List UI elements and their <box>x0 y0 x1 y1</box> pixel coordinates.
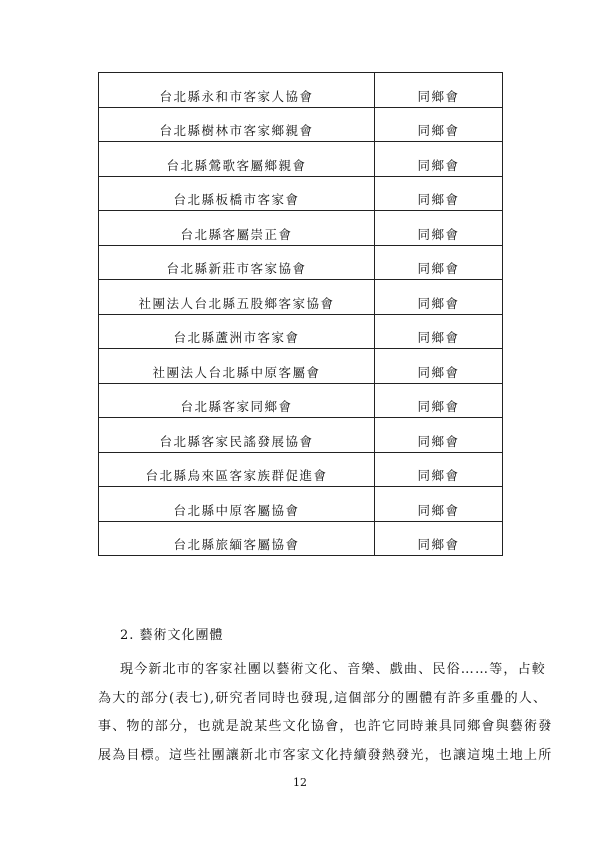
section-heading: 2. 藝術文化團體 <box>120 628 224 643</box>
table-row <box>99 142 503 177</box>
organization-type-cell: 同鄉會 <box>375 452 503 487</box>
organization-name-cell: 台北縣樹林市客家鄉親會 <box>99 107 375 142</box>
table-row <box>99 487 503 522</box>
organization-name-cell: 台北縣永和市客家人協會 <box>99 73 375 108</box>
table-row <box>99 349 503 384</box>
organization-type-cell: 同鄉會 <box>375 211 503 246</box>
organization-name-cell: 社團法人台北縣五股鄉客家協會 <box>99 280 375 315</box>
organization-name-cell: 台北縣鶯歌客屬鄉親會 <box>99 142 375 177</box>
organization-type-cell: 同鄉會 <box>375 383 503 418</box>
table-row <box>99 280 503 315</box>
organization-table <box>98 72 503 556</box>
organization-type-cell: 同鄉會 <box>375 176 503 211</box>
organization-name-cell: 台北縣旅緬客屬協會 <box>99 521 375 556</box>
table-row <box>99 73 503 108</box>
paragraph-line: 現今新北市的客家社團以藝術文化、音樂、戲曲、民俗……等，占較 <box>120 662 547 677</box>
table-row <box>99 418 503 453</box>
organization-type-cell: 同鄉會 <box>375 280 503 315</box>
table-row <box>99 452 503 487</box>
organization-name-cell: 台北縣客屬崇正會 <box>99 211 375 246</box>
organization-type-cell: 同鄉會 <box>375 521 503 556</box>
organization-name-cell: 台北縣新莊市客家協會 <box>99 245 375 280</box>
page-number: 12 <box>293 776 307 789</box>
organization-name-cell: 台北縣蘆洲市客家會 <box>99 314 375 349</box>
paragraph-line: 為大的部分(表七),研究者同時也發現,這個部分的團體有許多重疊的人、 <box>98 690 548 706</box>
organization-type-cell: 同鄉會 <box>375 73 503 108</box>
table-row <box>99 107 503 142</box>
organization-name-cell: 台北縣烏來區客家族群促進會 <box>99 452 375 487</box>
organization-type-cell: 同鄉會 <box>375 349 503 384</box>
table-row <box>99 245 503 280</box>
table-row <box>99 521 503 556</box>
organization-name-cell: 社團法人台北縣中原客屬會 <box>99 349 375 384</box>
paragraph-line: 展為目標。這些社團讓新北市客家文化持續發熱發光，也讓這塊土地上所 <box>98 747 553 763</box>
table-body <box>99 73 503 556</box>
organization-name-cell: 台北縣中原客屬協會 <box>99 487 375 522</box>
paragraph-line: 事、物的部分，也就是說某些文化協會，也許它同時兼具同鄉會與藝術發 <box>98 719 553 734</box>
organization-type-cell: 同鄉會 <box>375 107 503 142</box>
table-row <box>99 314 503 349</box>
organization-type-cell: 同鄉會 <box>375 487 503 522</box>
body-paragraph <box>98 656 553 770</box>
organization-type-cell: 同鄉會 <box>375 418 503 453</box>
table-row <box>99 383 503 418</box>
table-row <box>99 176 503 211</box>
organization-name-cell: 台北縣客家同鄉會 <box>99 383 375 418</box>
organization-name-cell: 台北縣板橋市客家會 <box>99 176 375 211</box>
organization-type-cell: 同鄉會 <box>375 314 503 349</box>
organization-name-cell: 台北縣客家民謠發展協會 <box>99 418 375 453</box>
organization-type-cell: 同鄉會 <box>375 245 503 280</box>
table-row <box>99 211 503 246</box>
organization-type-cell: 同鄉會 <box>375 142 503 177</box>
